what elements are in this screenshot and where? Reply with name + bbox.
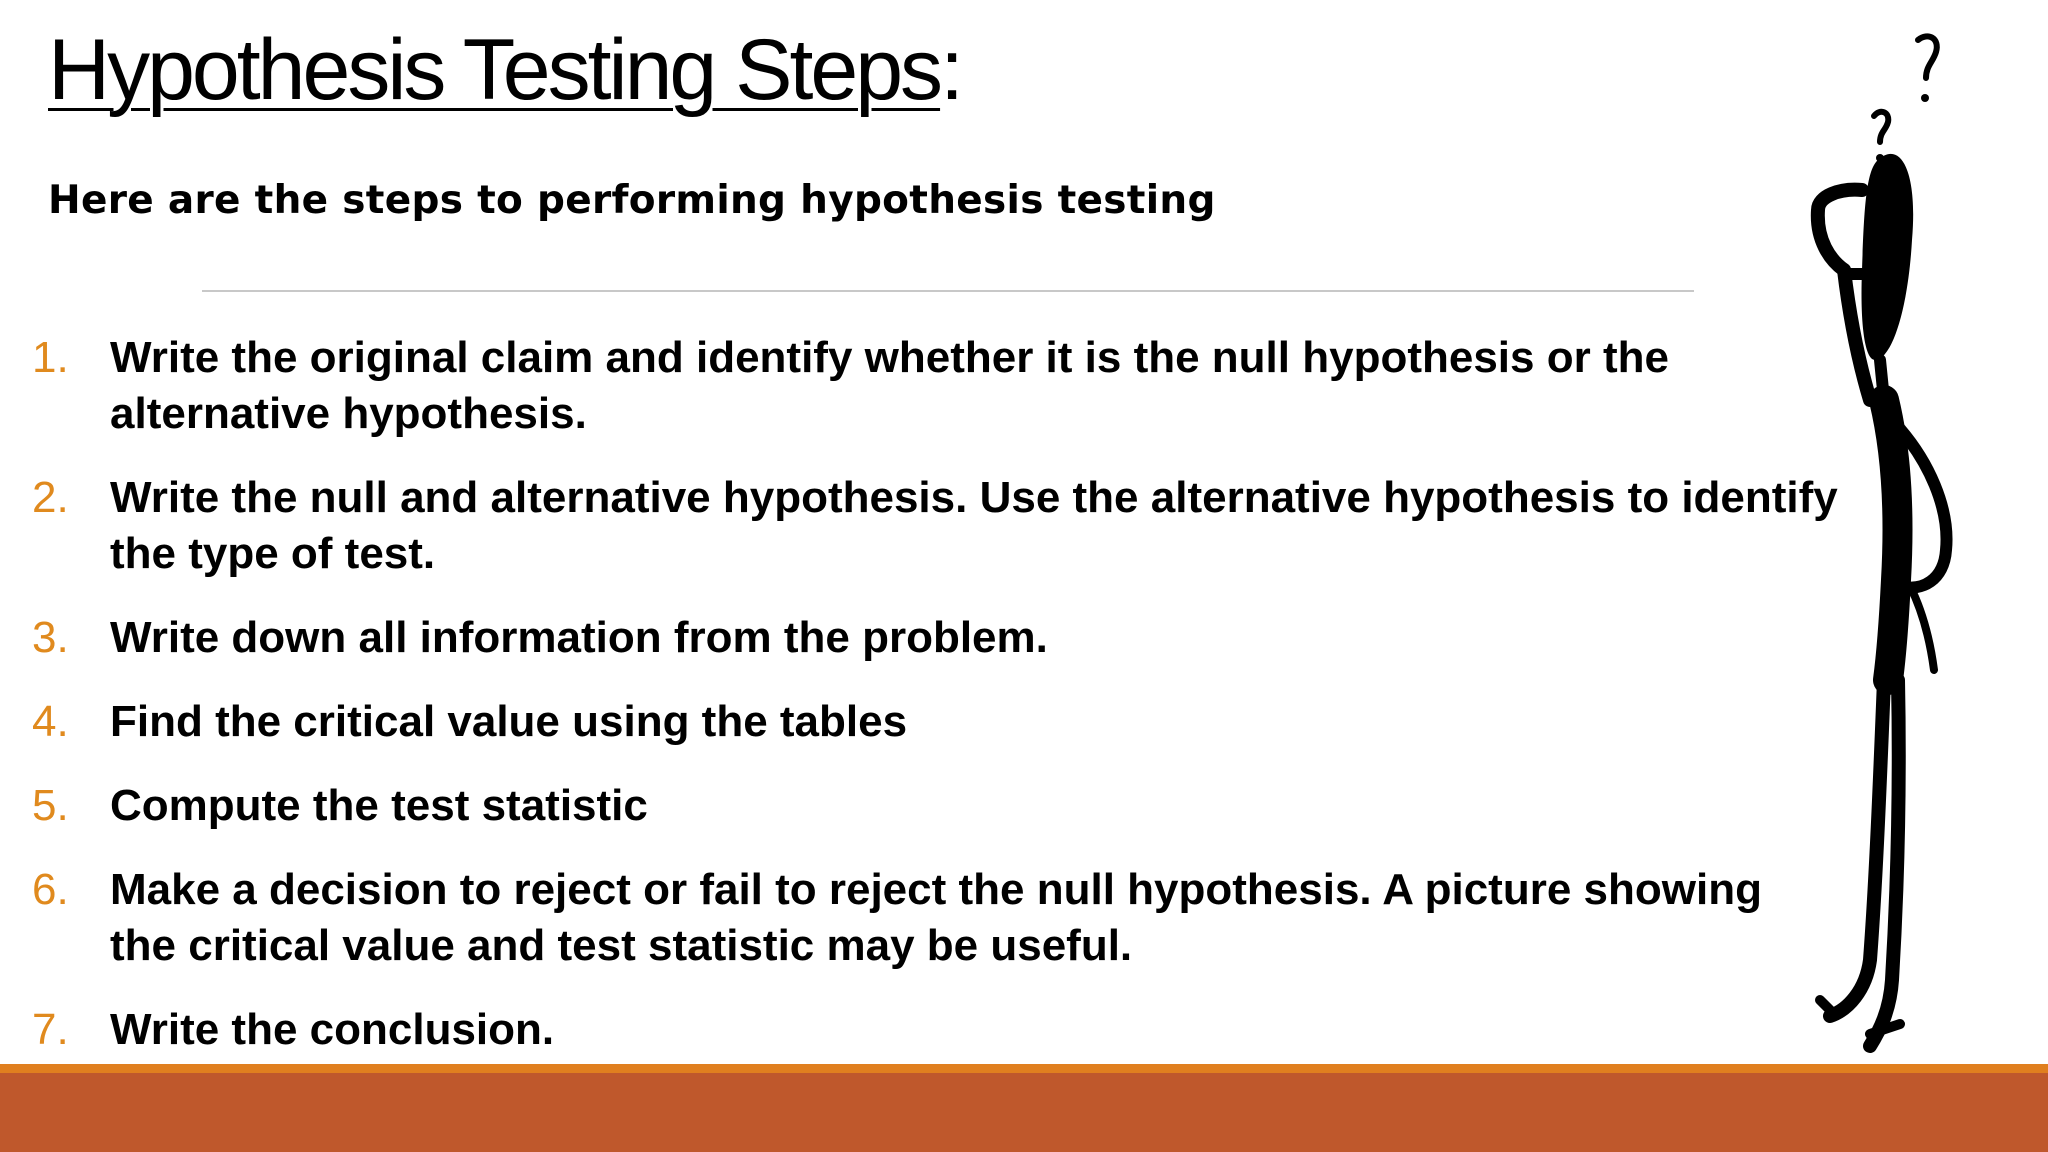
list-item bbox=[0, 1002, 1840, 1058]
step-number: 4. bbox=[32, 697, 69, 746]
step-text: Write the conclusion. bbox=[110, 1005, 555, 1054]
steps-list bbox=[0, 330, 1840, 1086]
thinking-stick-figure-icon bbox=[1800, 20, 1980, 1060]
step-text: Write the original claim and identify whether it is the null hypothesis or the alternative hypothesis. bbox=[110, 333, 1669, 438]
step-number: 6. bbox=[32, 865, 69, 914]
slide-title bbox=[48, 18, 961, 122]
list-item bbox=[0, 778, 1840, 834]
step-text: Write the null and alternative hypothesis. Use the alternative hypothesis to identify the type of test. bbox=[110, 473, 1838, 578]
step-text: Make a decision to reject or fail to reject the null hypothesis. A picture showing the critical value and test statistic may be useful. bbox=[110, 865, 1762, 970]
list-item bbox=[0, 610, 1840, 666]
footer-accent-band bbox=[0, 1064, 2048, 1073]
step-number: 7. bbox=[32, 1005, 69, 1054]
divider-line bbox=[202, 290, 1694, 292]
list-item bbox=[0, 330, 1840, 442]
list-item bbox=[0, 862, 1840, 974]
step-number: 1. bbox=[32, 333, 69, 382]
slide-title-text: Hypothesis Testing Steps bbox=[48, 22, 941, 118]
list-item bbox=[0, 694, 1840, 750]
slide-subtitle: Here are the steps to performing hypothesis testing bbox=[48, 178, 1216, 223]
footer-band bbox=[0, 1073, 2048, 1152]
step-text: Find the critical value using the tables bbox=[110, 697, 908, 746]
step-text: Write down all information from the problem. bbox=[110, 613, 1048, 662]
step-number: 3. bbox=[32, 613, 69, 662]
step-number: 2. bbox=[32, 473, 69, 522]
slide-title-colon: : bbox=[940, 22, 961, 118]
step-text: Compute the test statistic bbox=[110, 781, 648, 830]
list-item bbox=[0, 470, 1840, 582]
step-number: 5. bbox=[32, 781, 69, 830]
